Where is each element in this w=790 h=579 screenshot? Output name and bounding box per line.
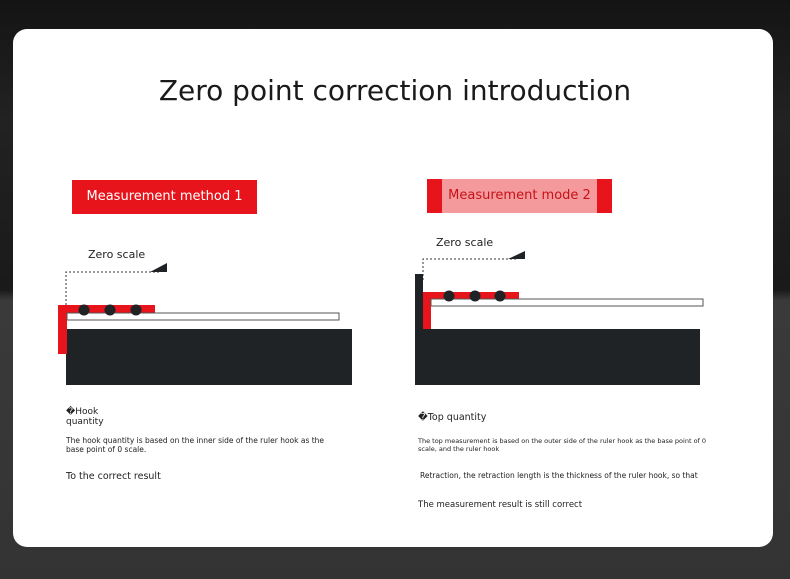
top-quantity-description: The top measurement is based on the outer side of the ruler hook as the base point of 0 scale, and the ruler hook: [418, 437, 707, 453]
hook-quantity-heading-line2: quantity: [66, 417, 104, 427]
ruler-hook-left: [58, 307, 67, 354]
page-title: Zero point correction introduction: [158, 74, 632, 107]
top-quantity-result: The measurement result is still correct: [418, 500, 583, 510]
measurement-mode-2-label: Measurement mode 2: [442, 179, 597, 213]
zero-scale-leader-line-right: [423, 259, 518, 280]
hook-measurement-diagram: [58, 263, 352, 385]
rivet-icon: [495, 291, 506, 302]
rivet-icon: [444, 291, 455, 302]
rivet-icon: [131, 305, 142, 316]
hook-quantity-heading: [66, 407, 104, 427]
rivet-icon: [79, 305, 90, 316]
zero-scale-pointer-right: [508, 251, 525, 259]
hook-quantity-heading-line1: �Hook: [66, 407, 99, 417]
hook-quantity-description: The hook quantity is based on the inner side of the ruler hook as the base point of 0 scale.: [66, 436, 325, 454]
measured-block-right: [415, 329, 700, 385]
rivet-icon: [105, 305, 116, 316]
top-quantity-heading: �Top quantity: [418, 412, 487, 423]
zero-scale-label-right: Zero scale: [436, 236, 494, 249]
top-measurement-diagram: [415, 251, 703, 385]
top-quantity-retraction: Retraction, the retraction length is the thickness of the ruler hook, so that: [420, 471, 698, 480]
zero-scale-label-left: Zero scale: [88, 248, 146, 261]
measurement-method-1-badge: Measurement method 1: [72, 180, 257, 214]
hook-quantity-result: To the correct result: [66, 471, 161, 482]
measured-block-left: [66, 329, 352, 385]
zero-scale-leader-line-left: [66, 272, 160, 305]
zero-scale-pointer-left: [150, 263, 167, 272]
rivet-icon: [470, 291, 481, 302]
